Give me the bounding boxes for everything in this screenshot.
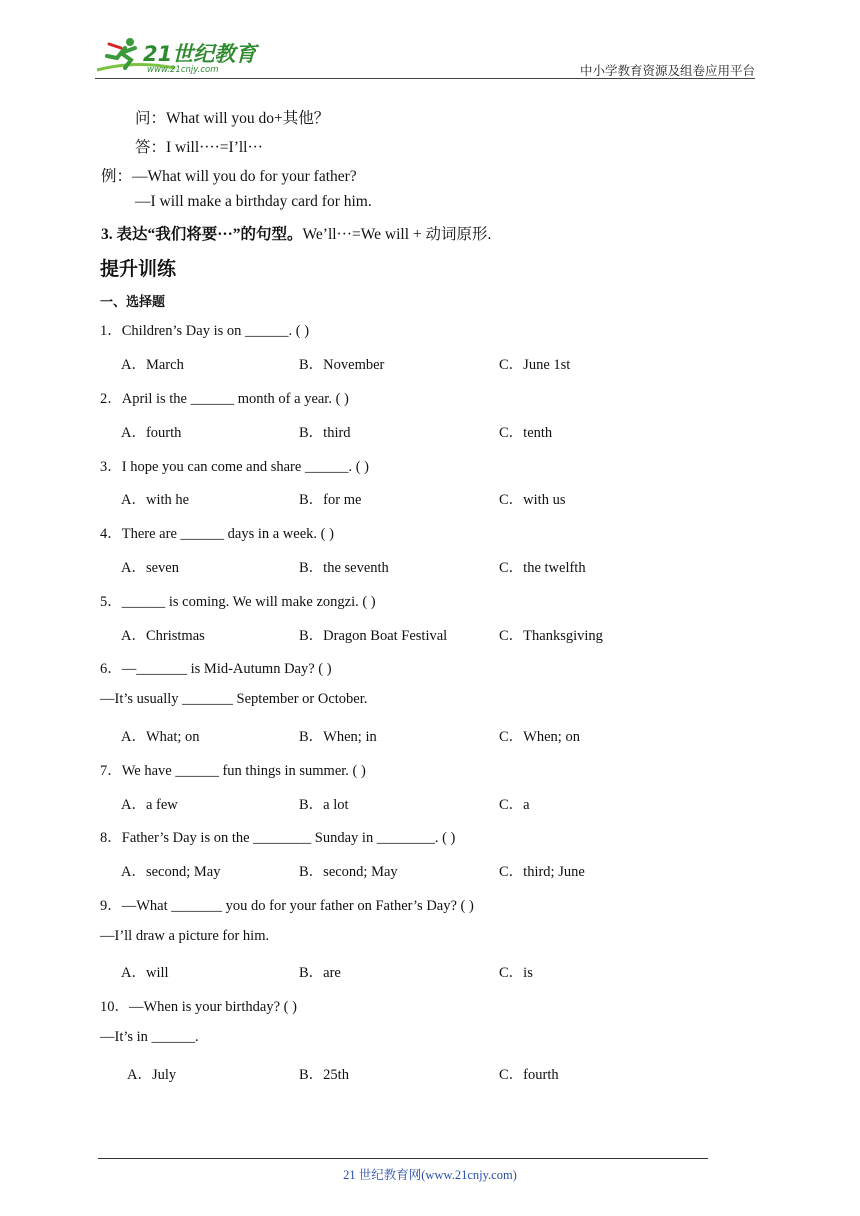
answer-line: 答：I will····=I’ll···	[135, 139, 263, 156]
logo-url: www.21cnjy.com	[147, 65, 219, 75]
question-10-option-a: A．July	[127, 1067, 177, 1083]
question-7-option-b: B．a lot	[299, 797, 349, 813]
part-title: 一、选择题	[100, 295, 166, 310]
question-9-option-a: A．will	[121, 965, 169, 981]
ask-line: 问：What will you do+其他？	[135, 110, 330, 127]
question-7-option-a: A．a few	[121, 797, 178, 813]
question-6-option-a: A．What; on	[121, 729, 200, 745]
example-answer: —I will make a birthday card for him.	[135, 193, 372, 210]
footer-divider	[98, 1158, 708, 1159]
example-question: 例：—What will you do for your father?	[101, 168, 357, 185]
question-7-option-c: C．a	[499, 797, 530, 813]
question-10-stem-2: —It’s in ______.	[100, 1029, 199, 1045]
question-4-stem: 4．There are ______ days in a week. ( )	[100, 526, 334, 542]
question-1-stem: 1．Children’s Day is on ______. ( )	[100, 323, 310, 339]
question-2-option-b: B．third	[299, 425, 351, 441]
question-4-option-c: C．the twelfth	[499, 560, 586, 576]
question-9-option-c: C．is	[499, 965, 533, 981]
question-8-option-b: B．second; May	[299, 864, 398, 880]
question-9-option-b: B．are	[299, 965, 341, 981]
header-divider	[95, 78, 755, 79]
header-platform-text: 中小学教育资源及组卷应用平台	[579, 64, 755, 78]
question-8-option-a: A．second; May	[121, 864, 221, 880]
point-3-rest: We’ll···=We will + 动词原形.	[302, 226, 492, 243]
question-9-stem: 9．—What _______ you do for your father on Father’s Day? ( )	[100, 898, 474, 914]
question-5-stem: 5．______ is coming. We will make zongzi. ( )	[100, 594, 376, 610]
section-title: 提升训练	[100, 258, 177, 280]
question-2-stem: 2．April is the ______ month of a year. ( )	[100, 391, 349, 407]
question-3-option-c: C．with us	[499, 492, 566, 508]
question-5-option-c: C．Thanksgiving	[499, 628, 603, 644]
question-6-option-c: C．When; on	[499, 729, 580, 745]
question-9-stem-2: —I’ll draw a picture for him.	[100, 928, 270, 944]
question-10-option-b: B．25th	[299, 1067, 349, 1083]
question-8-stem: 8．Father’s Day is on the ________ Sunday in ________. ( )	[100, 830, 456, 846]
logo-text: 21世纪教育	[143, 42, 257, 66]
question-1-option-c: C．June 1st	[499, 357, 571, 373]
point-3-label: 3. 表达“我们将要···”的句型。	[101, 226, 303, 243]
question-3-option-a: A．with he	[121, 492, 190, 508]
question-2-option-c: C．tenth	[499, 425, 553, 441]
site-logo	[95, 34, 260, 78]
footer-link[interactable]: 21 世纪教育网(www.21cnjy.com)	[343, 1168, 517, 1182]
question-6-stem: 6．—_______ is Mid-Autumn Day? ( )	[100, 661, 332, 677]
question-4-option-a: A．seven	[121, 560, 179, 576]
point-3	[101, 222, 491, 244]
question-10-stem: 10．—When is your birthday? ( )	[100, 999, 297, 1015]
question-4-option-b: B．the seventh	[299, 560, 389, 576]
question-1-option-b: B．November	[299, 357, 385, 373]
question-3-stem: 3．I hope you can come and share ______. ( )	[100, 459, 369, 475]
question-1-option-a: A．March	[121, 357, 184, 373]
question-6-stem-2: —It’s usually _______ September or October.	[100, 691, 368, 707]
question-10-option-c: C．fourth	[499, 1067, 559, 1083]
question-8-option-c: C．third; June	[499, 864, 585, 880]
question-6-option-b: B．When; in	[299, 729, 377, 745]
question-3-option-b: B．for me	[299, 492, 362, 508]
question-5-option-a: A．Christmas	[121, 628, 205, 644]
question-5-option-b: B．Dragon Boat Festival	[299, 628, 448, 644]
question-7-stem: 7．We have ______ fun things in summer. ( )	[100, 763, 366, 779]
question-2-option-a: A．fourth	[121, 425, 182, 441]
